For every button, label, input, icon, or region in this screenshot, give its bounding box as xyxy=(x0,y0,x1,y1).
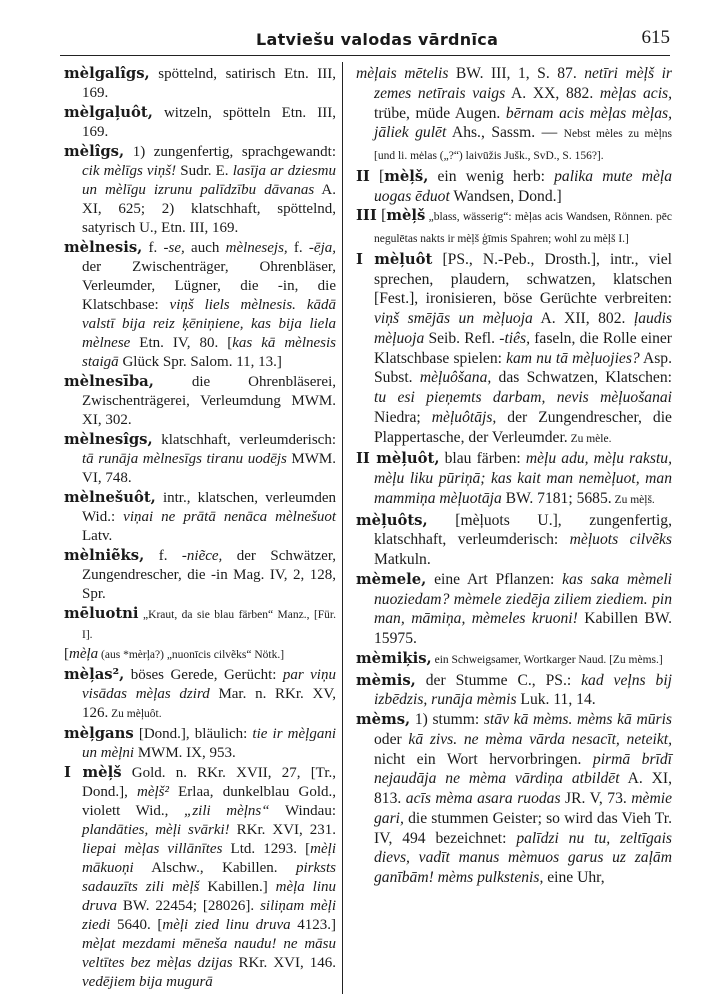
dictionary-entry xyxy=(356,64,672,167)
definition-text: A. XII, 802. xyxy=(532,310,634,327)
dictionary-entry xyxy=(356,511,672,570)
definition-text: Asp. Subst. xyxy=(374,349,672,387)
example-text: mèļuots cilvẽks xyxy=(569,531,673,549)
definition-text: der Schwätzer, Zungendrescher, die -in Mag. IV, 2, 128, Spr. xyxy=(82,548,336,602)
example-text: mèmie gari, xyxy=(374,790,672,827)
example-text: -tiês, xyxy=(499,329,531,347)
headword: III xyxy=(356,207,377,225)
running-title: Latviešu valodas vārdnīca xyxy=(256,30,499,49)
definition-text: Sudr. E. xyxy=(176,163,233,179)
definition-text: MWM. IX, 953. xyxy=(134,745,236,761)
dictionary-entry xyxy=(64,724,336,763)
definition-text: Seib. Refl. xyxy=(424,329,500,347)
definition-text: Mar. n. RKr. XV, 126. xyxy=(82,686,336,721)
definition-text: [ xyxy=(64,646,69,662)
dictionary-entry xyxy=(64,604,336,645)
definition-text: Erlaa, dunkelblau Gold., violett Wid., xyxy=(82,784,336,819)
headword: I mèļš xyxy=(64,764,122,781)
definition-text: f. xyxy=(144,548,182,564)
example-text: mèļš² xyxy=(136,784,169,800)
example-text: „zili mèļns“ xyxy=(183,803,270,819)
example-text: mèļat mezdami mēneša naudu! ne māsu veltītes bez mèļas dzijas xyxy=(82,936,336,971)
definition-text: Ltd. 1293. [ xyxy=(222,841,311,857)
headword: mèļas², xyxy=(64,666,125,683)
headword: mèmis, xyxy=(356,671,416,689)
definition-text: Windau: xyxy=(269,803,336,819)
etymology-note: Nebst mèles zu mèļns [und li. mėlas („?“) laivūžis Jušk., SvD., S. 156?]. xyxy=(374,128,673,162)
definition-text: der Zwischenträger, Ohrenbläser, Verleumder, Lügner, die -in, die Klatschbase: xyxy=(82,259,336,313)
example-text: lasīja ar dziesmu un mèlīgu izrunu palīdzību dāvanas xyxy=(82,163,336,198)
example-text: mèļi zied linu druva xyxy=(162,917,291,933)
definition-text: 1) stumm: xyxy=(410,711,484,728)
dictionary-entry xyxy=(64,763,336,992)
etymology-note: ein Schweigsamer, Wortkarger Naud. [Zu mèms.] xyxy=(431,653,663,666)
headword: mèļš xyxy=(386,207,426,225)
definition-text: f. xyxy=(287,240,309,256)
definition-text: der Stumme C., PS.: xyxy=(415,671,582,689)
example-text: viņš smējās un mèļuoja xyxy=(374,310,533,327)
headword: mèlgalîgs, xyxy=(64,65,150,82)
definition-text: BW. III, 1, S. 87. xyxy=(448,65,585,82)
page-number: 615 xyxy=(641,27,670,48)
headword: mèlîgs, xyxy=(64,143,125,160)
definition-text: blau färben: xyxy=(439,450,526,468)
example-text: mèļuôšana, xyxy=(419,369,492,387)
headword: mèmiķis, xyxy=(356,649,432,667)
example-text: kam nu tā mèļuojies? xyxy=(506,349,640,367)
dictionary-entry xyxy=(64,238,336,372)
definition-text: intr., klatschen, verleumden Wid.: xyxy=(82,490,336,525)
example-text: pirmā brīdī nejaudāja ne mèma vārdiņa atbildēt xyxy=(374,750,672,788)
dictionary-entry xyxy=(356,206,672,250)
dictionary-entry xyxy=(356,250,672,450)
headword: mèļš, xyxy=(384,167,429,185)
definition-text: [mèļuots U.], zungenfertig, klatschhaft, verleumderisch: xyxy=(374,511,672,549)
example-text: bērnam acis mèļas mèļas, jāliek gulēt xyxy=(374,104,672,142)
example-text: acīs mèma asara ruodas xyxy=(405,790,561,807)
definition-text: Gold. n. RKr. XVII, 27, [Tr., Dond.], xyxy=(82,765,336,800)
example-text: -se, xyxy=(163,240,185,256)
definition-text: [ xyxy=(369,167,385,185)
example-text: mèļais mētelis xyxy=(356,65,449,82)
example-text: mèlneseјs, xyxy=(225,240,288,256)
example-text: pirksts sadauzīts zili mèļš xyxy=(82,860,336,895)
example-text: -ēja, xyxy=(308,240,336,256)
headword: mèļuôts, xyxy=(356,511,428,529)
headword: mèms, xyxy=(356,711,411,728)
definition-text: nicht ein Wort hervorbringen. xyxy=(374,750,593,768)
example-text: par viņu visādas mèļas dzird xyxy=(82,667,336,702)
example-text: liepai mèļas villānītes xyxy=(82,841,223,857)
definition-text: RKr. XVI, 146. xyxy=(232,955,336,971)
example-text: viņš liels mèlnesis. kādā valstī bija reiz ķēniņiene, kas bija liela mèlnese xyxy=(82,297,336,351)
example-text: viņai ne prātā nenāca mèlnešuot xyxy=(123,509,336,525)
definition-text: A. XI, 625; 2) klatschhaft, spöttelnd, satyrisch U., Etn. III, 169. xyxy=(82,182,336,236)
definition-text: klatschhaft, verleumderisch: xyxy=(152,432,336,448)
page-header xyxy=(60,26,670,52)
definition-text: Ahs., Sassm. — xyxy=(446,124,564,142)
definition-text: Kabillen.] xyxy=(199,879,276,895)
definition-text: Latv. xyxy=(82,528,113,544)
dictionary-entry xyxy=(64,665,336,724)
example-text: mèļas acis, xyxy=(599,84,673,102)
definition-text: A. XI, 813. xyxy=(374,770,672,807)
definition-text: der Zungendrescher, die Plappertasche, der Verleumder. xyxy=(374,408,672,446)
example-text: tā runāja mèlnesīgs tiranu uodējs xyxy=(82,451,287,467)
headword: mèlniẽks, xyxy=(64,547,145,564)
headword: mèlnešuôt, xyxy=(64,489,156,506)
definition-text: 5640. [ xyxy=(110,917,163,933)
column-divider xyxy=(342,62,343,994)
definition-text: oder xyxy=(374,730,409,748)
example-text: mèļa xyxy=(69,646,99,662)
definition-text: f. xyxy=(142,240,164,256)
definition-text: Niedra; xyxy=(374,408,432,426)
headword: mèlnesība, xyxy=(64,373,154,390)
example-text: tie ir mèļgani un mèļni xyxy=(82,726,337,761)
dictionary-entry xyxy=(64,430,336,488)
dictionary-entry xyxy=(64,64,336,103)
definition-text: böses Gerede, Gerücht: xyxy=(124,667,283,683)
definition-text: 1) zungenfertig, sprachgewandt: xyxy=(124,144,336,160)
definition-text: faseln, die Rolle einer Klatschbase spielen: xyxy=(374,329,672,367)
definition-text: 4123.] xyxy=(290,917,336,933)
definition-text: auch xyxy=(184,240,226,256)
definition-text: A. XX, 882. xyxy=(505,84,600,102)
definition-text: Etn. IV, 80. [ xyxy=(130,335,233,351)
definition-text: eine Art Pflanzen: xyxy=(426,570,563,588)
example-text: mèļu adu, mèļu rakstu, mèļu liku pūriņā; kas kait man nemèļuot, man mammiņa mèļuotāja xyxy=(374,450,672,507)
dictionary-entry xyxy=(356,649,672,671)
definition-text: witzeln, spötteln Etn. III, 169. xyxy=(82,105,336,140)
headword: mèmele, xyxy=(356,570,427,588)
definition-text: die stummen Geister; so wird das Vieh Tr. IV, 494 bezeichnet: xyxy=(374,809,672,847)
example-text: plandāties, mèļi svārki! xyxy=(82,822,230,838)
etymology-note: Zu mèļš. xyxy=(611,493,655,506)
example-text: kā zivs. ne mèma vārda nesacīt, neteikt, xyxy=(408,730,672,748)
definition-text: spöttelnd, satirisch Etn. III, 169. xyxy=(82,66,336,101)
dictionary-entry xyxy=(64,488,336,546)
example-text: palīdzi nu tu, zeltīgais dievs, vadīt manus mèmuos garus uz zaļām ganībām! mèms pulkstenis, xyxy=(374,829,672,886)
definition-text: trübe, müde Augen. xyxy=(374,104,506,122)
dictionary-entry xyxy=(64,372,336,430)
definition-text: JR. V, 73. xyxy=(560,790,632,807)
headword: I mèļuôt xyxy=(356,250,433,268)
definition-text: [Dond.], bläulich: xyxy=(133,726,253,742)
example-text: tu esi pieņemts darbam, nevis mèļuošanai xyxy=(374,389,672,406)
example-text: kad veļns bij izbēdzis, runāja mèmis xyxy=(374,671,672,709)
example-text: mèļa linu druva xyxy=(82,879,336,914)
headword: II xyxy=(356,167,370,185)
etymology-note: (aus *mèrļa?) „nuonīcis cilvẽks“ Nötk.] xyxy=(98,649,285,661)
dictionary-entry xyxy=(64,142,336,238)
dictionary-entry xyxy=(356,570,672,649)
headword: mèļgans xyxy=(64,725,134,742)
dictionary-entry xyxy=(356,449,672,510)
definition-text: das Schwatzen, Klatschen: xyxy=(491,369,672,387)
definition-text: Alschw., Kabillen. xyxy=(133,860,296,876)
right-column xyxy=(356,64,672,888)
example-text: stāv kā mèms. mèms kā mūris xyxy=(483,711,672,728)
left-column xyxy=(64,64,336,992)
definition-text: [PS., N.-Peb., Drosth.], intr., viel sprechen, plaudern, schwatzen, klatschen [Fest.], ironisieren, böse Gerüchte verbreiten: xyxy=(374,250,673,308)
example-text: kas kā mèlnesis staigā xyxy=(82,335,336,370)
definition-text: Matkuln. xyxy=(374,551,431,568)
etymology-note: Zu mèle. xyxy=(567,432,612,445)
example-text: -niẽce, xyxy=(181,548,223,564)
headword: mèlgaļuôt, xyxy=(64,104,153,121)
dictionary-entry xyxy=(356,710,672,888)
dictionary-entry xyxy=(64,103,336,142)
definition-text: Luk. 11, 14. xyxy=(516,691,596,709)
example-text: mèļuôtājs, xyxy=(431,408,497,426)
example-text: kas saka mèmeli nuoziedam? mèmele ziedēja ziliem ziediem. pin man, māmiņa, mèmeles kruoni! xyxy=(374,570,672,628)
definition-text: Kabillen BW. 15975. xyxy=(374,610,672,647)
headword: II mèļuôt, xyxy=(356,450,440,468)
definition-text: ein wenig herb: xyxy=(428,167,555,185)
definition-text: MWM. VI, 748. xyxy=(82,451,336,486)
example-text: ļaudis mèļuoja xyxy=(374,310,672,347)
example-text: vedējiem bija mugurā xyxy=(82,974,213,990)
etymology-note: „Kraut, da sie blau färben“ Manz., [Für. I]. xyxy=(82,609,336,641)
definition-text: Glück Spr. Salom. 11, 13.] xyxy=(118,354,282,370)
dictionary-entry xyxy=(356,671,672,711)
headword: mēluotni xyxy=(64,605,139,622)
example-text: palika mute mèļa uogas ēduot xyxy=(374,167,673,205)
example-text: siliņam mèļi ziedi xyxy=(82,898,337,933)
headword: mèlnesîgs, xyxy=(64,431,153,448)
definition-text: [ xyxy=(376,207,387,225)
definition-text: Wandsen, Dond.] xyxy=(449,187,562,205)
dictionary-entry xyxy=(64,645,336,665)
definition-text: RKr. XVI, 231. xyxy=(229,822,336,838)
dictionary-entry xyxy=(356,167,672,207)
definition-text: BW. 7181; 5685. xyxy=(501,489,612,507)
definition-text: eine Uhr, xyxy=(543,869,605,886)
definition-text: die Ohrenbläserei, Zwischenträgerei, Verleumdung MWM. XI, 302. xyxy=(82,374,336,428)
example-text: netīri mèļš ir zemes netīrais vaigs xyxy=(374,65,672,102)
headword: mèlnesis, xyxy=(64,239,143,256)
dictionary-entry xyxy=(64,546,336,604)
example-text: mèļi mākuoņi xyxy=(82,841,336,876)
etymology-note: Zu mèļuôt. xyxy=(108,708,162,720)
header-rule xyxy=(60,55,670,56)
etymology-note: „blass, wässerig“: mèļas acis Wandsen, Rönnen. pēc negulētas nakts ir mèļš ģīmis Spahren; wohl zu mèļš I.] xyxy=(374,211,672,245)
example-text: cik mèlīgs viņš! xyxy=(82,163,177,179)
definition-text: BW. 22454; [28026]. xyxy=(117,898,261,914)
